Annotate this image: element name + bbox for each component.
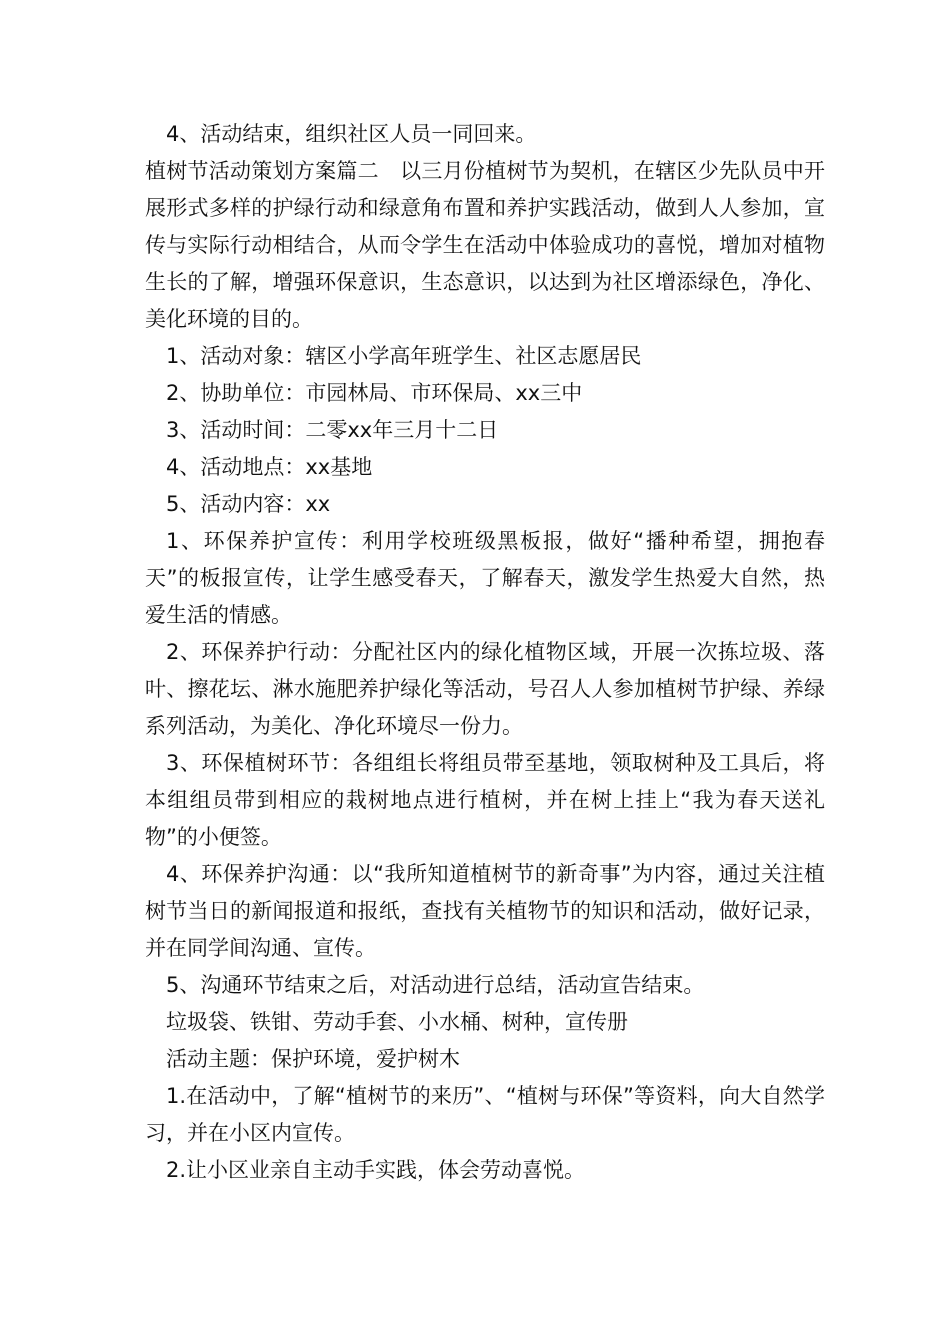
paragraph-activity-location: 4、活动地点：xx基地	[166, 455, 373, 479]
paragraph-goal-two: 2.让小区业亲自主动手实践，体会劳动喜悦。	[166, 1158, 586, 1182]
paragraph-materials: 垃圾袋、铁钳、劳动手套、小水桶、树种，宣传册	[166, 1010, 628, 1034]
paragraph-eco-promotion: 1、环保养护宣传：利用学校班级黑板报，做好“播种希望，拥抱春天”的板报宣传，让学生感受春天，了解春天，激发学生热爱大自然，热爱生活的情感。	[145, 529, 825, 627]
paragraph-plan-two-intro: 植树节活动策划方案篇二 以三月份植树节为契机，在辖区少先队员中开展形式多样的护绿行动和绿意角布置和养护实践活动，做到人人参加，宣传与实际行动相结合，从而令学生在活动中体验成功的喜悦，增加对植物生长的了解，增强环保意识，生态意识，以达到为社区增添绿色，净化、美化环境的目的。	[145, 159, 825, 331]
paragraph-activity-target: 1、活动对象：辖区小学高年班学生、社区志愿居民	[166, 344, 642, 368]
paragraph-assisting-units: 2、协助单位：市园林局、市环保局、xx三中	[166, 381, 583, 405]
paragraph-eco-communication: 4、环保养护沟通：以“我所知道植树节的新奇事”为内容，通过关注植树节当日的新闻报道和报纸，查找有关植物节的知识和活动，做好记录，并在同学间沟通、宣传。	[145, 862, 825, 960]
paragraph-activity-content: 5、活动内容：xx	[166, 492, 331, 516]
paragraph-summary: 5、沟通环节结束之后，对活动进行总结，活动宣告结束。	[166, 973, 705, 997]
paragraph-goal-one: 1.在活动中，了解“植树节的来历”、“植树与环保”等资料，向大自然学习，并在小区内宣传。	[145, 1084, 825, 1145]
paragraph-theme: 活动主题：保护环境，爱护树木	[166, 1047, 460, 1071]
paragraph-activity-end: 4、活动结束，组织社区人员一同回来。	[166, 122, 537, 146]
document-body	[145, 116, 825, 1189]
paragraph-activity-time: 3、活动时间：二零xx年三月十二日	[166, 418, 499, 442]
paragraph-tree-planting: 3、环保植树环节：各组组长将组员带至基地，领取树种及工具后，将本组组员带到相应的栽树地点进行植树，并在树上挂上“我为春天送礼物”的小便签。	[145, 751, 825, 849]
paragraph-eco-action: 2、环保养护行动：分配社区内的绿化植物区域，开展一次拣垃圾、落叶、擦花坛、淋水施肥养护绿化等活动，号召人人参加植树节护绿、养绿系列活动，为美化、净化环境尽一份力。	[145, 640, 825, 738]
